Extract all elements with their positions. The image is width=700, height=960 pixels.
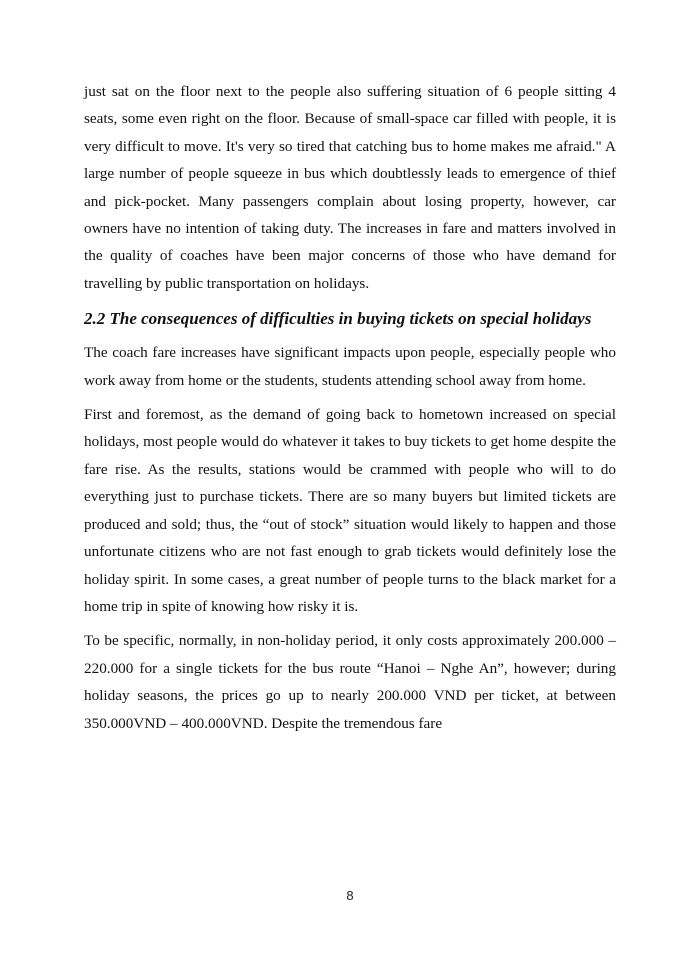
page-number: 8: [346, 888, 354, 903]
body-paragraph-1: just sat on the floor next to the people also suffering situation of 6 people sitting 4 seats, some even right on the floor. Because of small-space car filled with people, it is very difficult to move. It's very so tired that catching bus to home makes me afraid." A large number of people squeeze in bus which doubtlessly leads to emergence of thief and pick-pocket. Many passengers complain about losing property, however, car owners have no intention of taking duty. The increases in fare and matters involved in the quality of coaches have been major concerns of those who have demand for travelling by public transportation on holidays.: [84, 83, 616, 292]
document-page: [84, 78, 616, 744]
body-paragraph-3: First and foremost, as the demand of going back to hometown increased on special holidays, most people would do whatever it takes to buy tickets to get home despite the fare rise. As the results, stations would be crammed with people who will to do everything just to purchase tickets. There are so many buyers but limited tickets are produced and sold; thus, the “out of stock” situation would likely to happen and those unfortunate citizens who are not fast enough to grab tickets would definitely lose the holiday spirit. In some cases, a great number of people turns to the black market for a home trip in spite of knowing how risky it is.: [84, 406, 616, 615]
body-paragraph-2: The coach fare increases have significant impacts upon people, especially people who work away from home or the students, students attending school away from home.: [84, 344, 616, 389]
body-paragraph-4: To be specific, normally, in non-holiday period, it only costs approximately 200.000 – 220.000 for a single tickets for the bus route “Hanoi – Nghe An”, however; during holiday seasons, the prices go up to nearly 200.000 VND per ticket, at between 350.000VND – 400.000VND. Despite the tremendous fare: [84, 632, 616, 732]
section-heading: 2.2 The consequences of difficulties in buying tickets on special holidays: [84, 309, 592, 329]
